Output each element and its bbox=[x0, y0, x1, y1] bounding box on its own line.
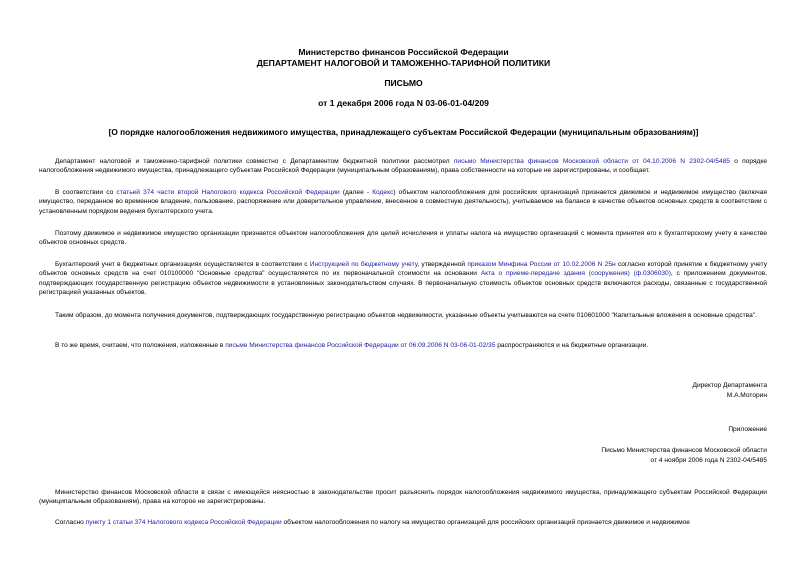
signatory-title: Директор Департамента bbox=[692, 382, 767, 389]
ministry-heading: Министерство финансов Российской Федерации bbox=[298, 47, 509, 57]
signature-block bbox=[692, 381, 767, 400]
paragraph-text: Бухгалтерский учет в бюджетных организациях осуществляется в соответствии с bbox=[55, 261, 310, 268]
paragraph-text: В соответствии со bbox=[55, 189, 117, 196]
signatory-name: М.А.Моторин bbox=[726, 391, 767, 399]
document-date-number: от 1 декабря 2006 года N 03-06-01-04/209 bbox=[318, 98, 489, 108]
paragraph-text: (далее - bbox=[339, 189, 373, 196]
paragraph-text: Департамент налоговой и таможенно-тарифной политики совместно с Департаментом бюджетной политики рассмотрел bbox=[55, 158, 454, 165]
document-type: ПИСЬМО bbox=[384, 78, 423, 88]
paragraph-text: согласно которой принятие к бюджетному учету объектов основных средств на счет 010100000 "Основные средства" осуществляется по их первоначальной стоимости на основании bbox=[39, 261, 767, 278]
paragraph-text: В то же время, считаем, что положения, изложенные в bbox=[55, 342, 226, 349]
paragraph-text: Поэтому движимое и недвижимое имущество организации признается объектом налогообложения для целей исчисления и уплаты налога на имущество организаций с момента принятия его к бухгалтерскому учету в качестве объектов основных средств. bbox=[39, 230, 767, 247]
appendix-reference bbox=[601, 446, 767, 465]
paragraph-1 bbox=[39, 157, 767, 176]
paragraph-text: , с приложением документов, подтверждающих государственную регистрацию объектов недвижимости в установленных законодательством случаях. В первоначальную стоимость объектов основных средств включаются расходы, связанные с государственной регистрацией указанных объектов. bbox=[39, 270, 767, 297]
appendix-paragraph-2 bbox=[39, 518, 767, 528]
paragraph-text: Согласно bbox=[55, 519, 86, 526]
paragraph-text: ) объектом налогообложения для российских организаций признается движимое и недвижимое имущество (включая имущество, переданное во временное владение, пользование, распоряжение или доверительное управление, внесенное в совместную деятельность), учитываемое на балансе в качестве объектов основных средств в соответствии с установленным порядком ведения бухгалтерского учета. bbox=[39, 189, 767, 215]
paragraph-5 bbox=[39, 311, 767, 320]
paragraph-text: , утвержденной bbox=[417, 261, 468, 268]
paragraph-4 bbox=[39, 260, 767, 298]
paragraph-2 bbox=[39, 188, 767, 216]
paragraph-text: объектом налогообложения по налогу на имущество организаций для российских организаций признается движимое и недвижимое bbox=[281, 519, 690, 526]
appendix-label: Приложение bbox=[728, 426, 767, 433]
paragraph-3 bbox=[39, 229, 767, 248]
link-tax-code-article-374[interactable]: статьей 374 части второй Налогового кодекса Российской Федерации bbox=[116, 189, 340, 196]
link-minfin-letter-03-06-01-02-35[interactable]: письме Министерства финансов Российской Федерации от 06.09.2006 N 03-06-01-02/35 bbox=[225, 342, 496, 349]
paragraph-text: Министерство финансов Московской области в связи с имеющейся неясностью в законодательстве просит разъяснить порядок налогообложения недвижимого имущества, принадлежащего субъектам Российской Федерации (муниципальным образованиям), права на которое не зарегистрированы. bbox=[39, 489, 767, 506]
link-minfin-order-25n[interactable]: приказом Минфина России от 10.02.2006 N 25н bbox=[467, 261, 616, 268]
paragraph-text: о порядке налогообложения недвижимого имущества, принадлежащего субъектам Российской Федерации (муниципальным образованиям), права собственности на которые не зарегистрированы, и сообщает. bbox=[39, 158, 767, 175]
appendix-paragraph-1 bbox=[39, 488, 767, 507]
link-tax-code-article-374-p1[interactable]: пункту 1 статьи 374 Налогового кодекса Российской Федерации bbox=[85, 519, 282, 526]
link-moscow-region-letter[interactable]: письмо Министерства финансов Московской области от 04.10.2006 N 2302-04/5485 bbox=[453, 158, 730, 165]
appendix-ref-line: Письмо Министерства финансов Московской области bbox=[601, 447, 767, 454]
department-heading: ДЕПАРТАМЕНТ НАЛОГОВОЙ И ТАМОЖЕННО-ТАРИФНОЙ ПОЛИТИКИ bbox=[256, 58, 551, 68]
appendix-ref-line: от 4 ноября 2006 года N 2302-04/5485 bbox=[650, 456, 767, 464]
link-budget-accounting-instruction[interactable]: Инструкцией по бюджетному учету bbox=[309, 261, 418, 268]
paragraph-text: Таким образом, до момента получения документов, подтверждающих государственную регистрацию объектов недвижимости, указанные объекты учитываются на счете 010601000 "Капитальные вложения в основные средства". bbox=[55, 312, 757, 319]
paragraph-text: распространяются и на бюджетные организации. bbox=[495, 342, 649, 349]
link-code[interactable]: Кодекс bbox=[372, 189, 394, 196]
link-acceptance-act-form[interactable]: Акта о приеме-передаче здания (сооружения) (ф.0306030) bbox=[480, 270, 671, 278]
paragraph-6 bbox=[39, 341, 767, 350]
document-subject: [О порядке налогообложения недвижимого имущества, принадлежащего субъектам Российской Федерации (муниципальным образованиям)] bbox=[108, 127, 699, 137]
